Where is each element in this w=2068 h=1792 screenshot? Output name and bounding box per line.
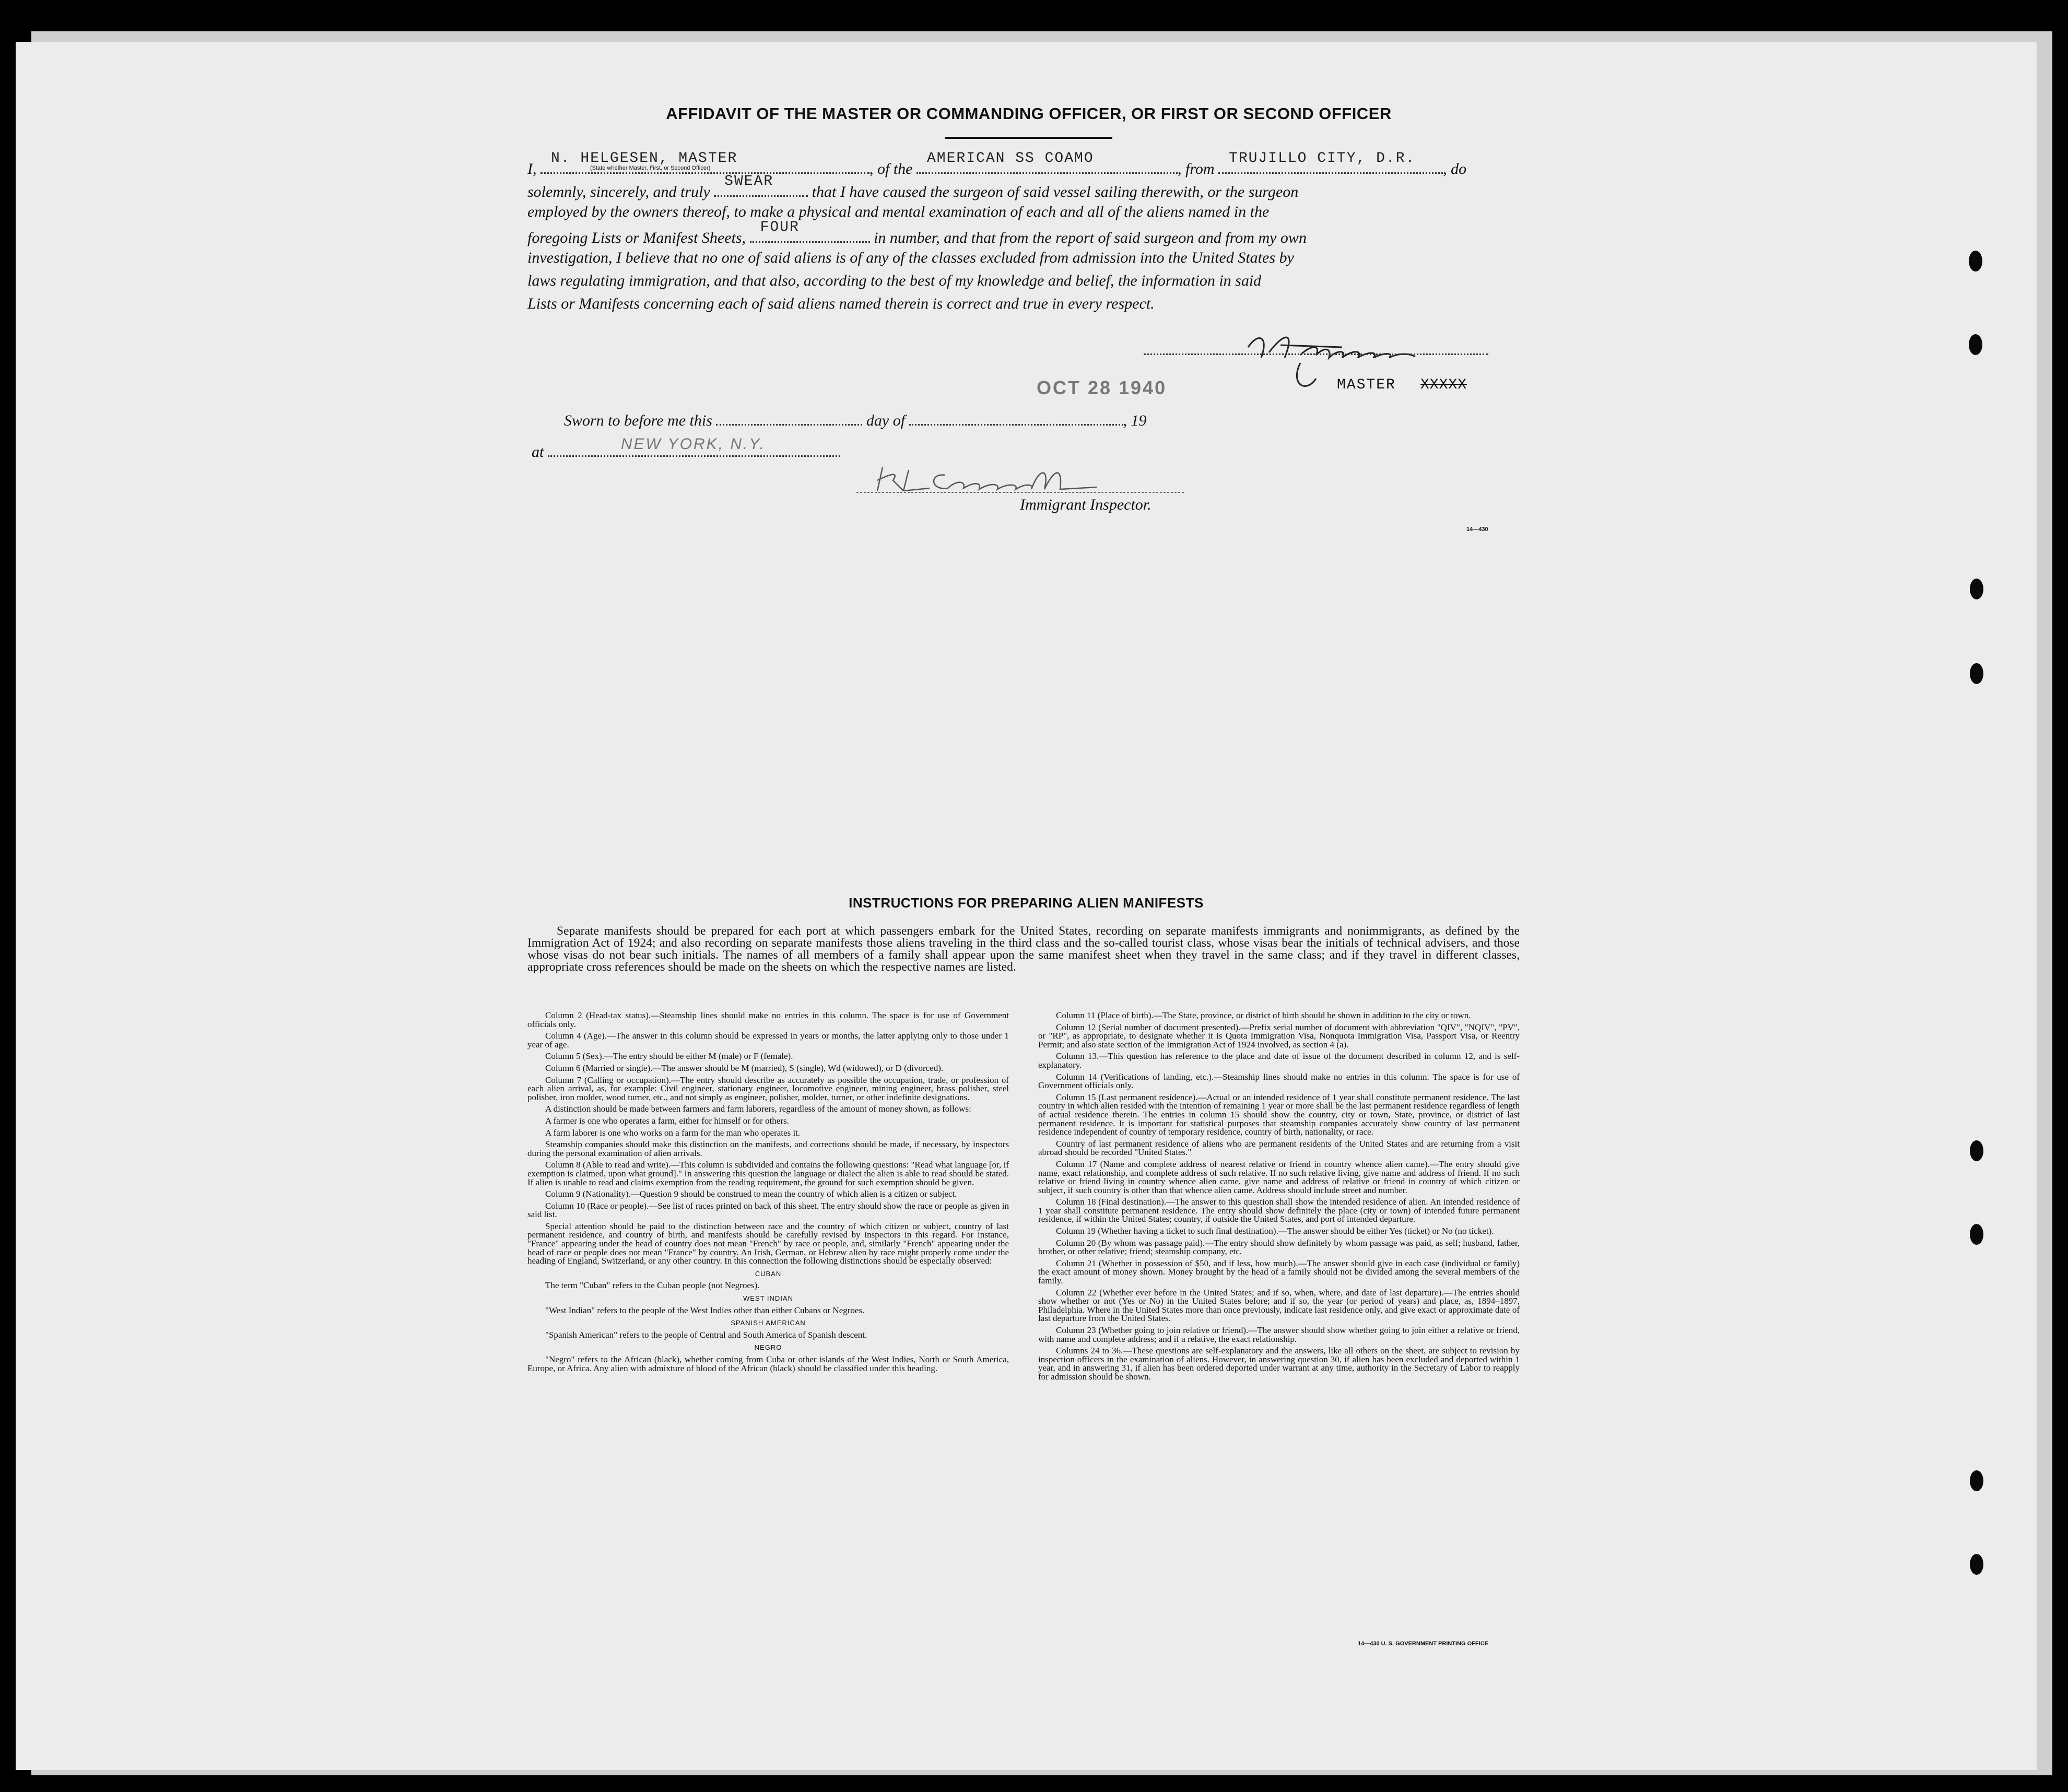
column-9-instruction: Column 9 (Nationality).—Question 9 should be construed to mean the country of which alien is a citizen or subject. (545, 1189, 957, 1199)
binder-hole (1970, 1224, 1983, 1245)
affidavit-line-7: Lists or Manifests concerning each of said aliens named therein is correct and true in every respect. (527, 295, 1155, 312)
columns-24-36-instruction: Columns 24 to 36.—These questions are self-explanatory and the answers, like all others on the sheet, are subject to revision by inspection officers in the examination of aliens. However, in answering question 30, if alien has been excluded and deported within 1 year, and in answering 31, if alien has been ordered deported under warrant at any time, authority in the Secretary of Labor to reapply for admission should be shown. (1038, 1346, 1520, 1382)
race-country-distinction: Special attention should be paid to the distinction between race and the country of which citizen or subject, country of last permanent residence, and country of birth, and manifests should be carefully revised by inspectors in this regard. For instance, "France" appearing under the head of country does not mean "French" by race or people, and, similarly "French" appearing under the head of race or people does not mean "France" by country. An Irish, German, or Hebrew alien by race might properly come under the heading of England, Switzerland, or any other country. In this connection the following distinctions should be especially observed: (527, 1221, 1009, 1266)
affidavit-line-1 (527, 150, 1467, 178)
year-prefix: , 19 (1123, 412, 1147, 429)
binder-hole (1970, 1140, 1983, 1161)
intro-text: Separate manifests should be prepared for each port at which passengers embark for the United States, recording on separate manifests immigrants and nonimmigrants, as defined by the Immigration Act of 1924; and also recording on separate manifests those aliens traveling in the third class and the so-called tourist class, whose visas bear the initials of technical advisers, and those whose visas do not bear such initials. The names of all members of a family shall appear upon the same manifest sheet when they travel in the same class; and if they travel in different classes, appropriate cross references should be made on the sheets on which the respective names are listed. (527, 924, 1520, 974)
negro-definition: "Negro" refers to the African (black), whether coming from Cuba or other islands of the West Indies, North or South America, Europe, or Africa. Any alien with admixture of blood of the African (black) should be classified under this heading. (527, 1354, 1009, 1373)
west-indian-heading: WEST INDIAN (743, 1294, 793, 1303)
struck-out-value: XXXXX (1420, 377, 1467, 393)
instructions-intro (527, 925, 1520, 973)
sworn-day-field[interactable] (716, 406, 862, 426)
text-surgeon: that I have caused the surgeon of said vessel sailing therewith, or the surgeon (812, 183, 1299, 201)
cuban-heading: CUBAN (755, 1269, 782, 1278)
column-8-instruction: Column 8 (Able to read and write).—This column is subdivided and contains the following questions: "Read what language [or, if exemption is claimed, upon what ground]." In answering this question the language or dialect the alien is able to read should be stated. If alien is unable to read and claims exemption from the reading requirement, the ground for such exemption should be given. (527, 1160, 1009, 1187)
printing-office-footer: 14—430 U. S. GOVERNMENT PRINTING OFFICE (1358, 1641, 1488, 1647)
instructions-right-column (1038, 1011, 1520, 1385)
spanish-american-heading: SPANISH AMERICAN (731, 1319, 806, 1327)
binder-hole (1970, 663, 1983, 684)
inspector-signature (825, 462, 1191, 499)
text-do: , do (1443, 160, 1467, 178)
text-solemnly: solemnly, sincerely, and truly (527, 183, 710, 201)
binder-hole (1970, 1554, 1983, 1575)
officer-name-value: N. HELGESEN, MASTER (551, 150, 738, 167)
inspector-label: Immigrant Inspector. (1020, 496, 1152, 513)
sheet-count-field[interactable] (750, 219, 870, 243)
column-18-instruction: Column 18 (Final destination).—The answer to this question shall show the intended residence of alien. An intended residence of 1 year shall constitute permanent residence. The entry should show definitely the place (city or town) of intended future permanent residence, if within the United States; country, if outside the United States, and port of intended departure. (1038, 1197, 1520, 1224)
day-of-label: day of (866, 412, 906, 429)
column-11-instruction: Column 11 (Place of birth).—The State, province, or district of birth should be shown in addition to the city or town. (1056, 1010, 1471, 1020)
affidavit-line-5: investigation, I believe that no one of said aliens is of any of the classes excluded from admission into the United States by (527, 249, 1294, 266)
affidavit-line-4 (527, 219, 1307, 246)
officer-rank-note: (State whether Master, First, or Second Officer) (590, 165, 711, 171)
title-rule (945, 137, 1112, 139)
west-indian-definition: "West Indian" refers to the people of the West Indies other than either Cubans or Negroes. (545, 1305, 865, 1315)
binder-hole (1970, 1470, 1983, 1491)
officer-name-field[interactable] (540, 150, 870, 174)
column-21-instruction: Column 21 (Whether in possession of $50, and if less, how much).—The answer should give in each case (individual or family) the exact amount of money shown. Money brought by the head of a family should not be divided among the several members of the family. (1038, 1258, 1520, 1286)
place-line (532, 435, 840, 461)
column-13-instruction: Column 13.—This question has reference to the place and date of issue of the document described in column 12, and is self-explanatory. (1038, 1051, 1520, 1070)
text-of-the: , of the (870, 160, 913, 178)
negro-heading: NEGRO (754, 1343, 782, 1352)
column-19-instruction: Column 19 (Whether having a ticket to such final destination).—The answer should be either Yes (ticket) or No (no ticket). (1056, 1226, 1494, 1236)
date-stamp: OCT 28 1940 (1037, 377, 1167, 398)
sworn-line (564, 406, 1147, 430)
sheet-count-value: FOUR (760, 219, 800, 235)
affidavit-line-6: laws regulating immigration, and that also, according to the best of my knowledge and belief, the information in said (527, 272, 1262, 289)
instructions-title: INSTRUCTIONS FOR PREPARING ALIEN MANIFESTS (849, 895, 1204, 911)
returning-residents-note: Country of last permanent residence of aliens who are permanent residents of the United States and are returning from a visit abroad should be recorded "United States." (1038, 1138, 1520, 1158)
text-in-number: in number, and that from the report of said surgeon and from my own (874, 229, 1307, 246)
vessel-value: AMERICAN SS COAMO (927, 150, 1094, 167)
at-label: at (532, 443, 544, 461)
instructions-left-column (527, 1011, 1009, 1376)
sworn-month-field[interactable] (909, 406, 1123, 426)
port-value: TRUJILLO CITY, D.R. (1229, 150, 1416, 167)
affidavit-line-3: employed by the owners thereof, to make a physical and mental examination of each and all of the aliens named in the (527, 203, 1270, 220)
column-14-instruction: Column 14 (Verifications of landing, etc.).—Steamship lines should make no entries in this column. The space is for use of Government officials only. (1038, 1071, 1520, 1091)
column-23-instruction: Column 23 (Whether going to join relative or friend).—The answer should show whether going to join either a relative or friend, with name and complete address; and if a relative, the exact relationship. (1038, 1325, 1520, 1344)
sworn-label: Sworn to before me this (564, 412, 712, 429)
form-number: 14—430 (1466, 526, 1488, 533)
text-i: I, (527, 160, 537, 178)
column-10-instruction: Column 10 (Race or people).—See list of races printed on back of this sheet. The entry should show the race or people as given in said list. (527, 1200, 1009, 1220)
binder-hole (1969, 334, 1982, 355)
column-7-instruction: Column 7 (Calling or occupation).—The entry should describe as accurately as possible the occupation, trade, or profession of each alien arrival, as, for example: Civil engineer, stationary engineer, locomotive engineer, mining engineer, brass polisher, steel polisher, iron molder, wood turner, etc., and not simply as engineer, polisher, molder, turner, or other indefinite designations. (527, 1075, 1009, 1102)
column-15-instruction: Column 15 (Last permanent residence).—Actual or an intended residence of 1 year shall constitute permanent residence. The last country in which alien resided with the intention of remaining 1 year or more shall be the last permanent residence regardless of length of actual residence therein. The entries in column 15 should show the country, city or town, State, province, or district of last permanent residence. It is important for statistical purposes that steamship companies accurately show country of last permanent residence independent of country of temporary residence, country of birth, nationality, or race. (1038, 1092, 1520, 1137)
oath-value: SWEAR (724, 173, 774, 190)
column-20-instruction: Column 20 (By whom was passage paid).—The entry should show definitely by whom passage was paid, as self; husband, father, brother, or other relative; friend; steamship company, etc. (1038, 1237, 1520, 1257)
column-4-instruction: Column 4 (Age).—The answer in this column should be expressed in years or months, the latter applying only to those under 1 year of age. (527, 1031, 1009, 1050)
column-5-instruction: Column 5 (Sex).—The entry should be either M (male) or F (female). (545, 1051, 793, 1062)
affidavit-line-2 (527, 173, 1299, 201)
spanish-american-definition: "Spanish American" refers to the people of Central and South America of Spanish descent. (545, 1329, 867, 1340)
port-field[interactable] (1218, 150, 1443, 174)
place-value: NEW YORK, N.Y. (620, 435, 766, 453)
column-17-instruction: Column 17 (Name and complete address of nearest relative or friend in country whence alien came).—The entry should give name, exact relationship, and complete address of such relative. If no such relative living, give name and address of friend. If no such relative or friend living in country whence alien came, give name and address of relative or friend in country of which citizen or subject, if such country is other than that whence alien came. Address should include street and number. (1038, 1159, 1520, 1195)
column-12-instruction: Column 12 (Serial number of document presented).—Prefix serial number of document with abbreviation "QIV", "NQIV", "PV", or "RP", as appropriate, to designate whether it is Quota Immigration Visa, Nonquota Immigration Visa, Passport Visa, or Reentry Permit; and also state section of the Immigration Act of 1924 involved, as section 4 (a). (1038, 1022, 1520, 1050)
binder-hole (1969, 251, 1982, 272)
vessel-field[interactable] (916, 150, 1178, 174)
signature-line (1144, 353, 1488, 356)
place-field[interactable] (548, 435, 840, 457)
farmer-distinction: A distinction should be made between farmers and farm laborers, regardless of the amount of money shown, as follows: (545, 1104, 971, 1114)
farm-laborer-definition: A farm laborer is one who works on a farm for the man who operates it. (545, 1127, 801, 1138)
farmer-definition: A farmer is one who operates a farm, either for himself or for others. (545, 1115, 789, 1126)
cuban-definition: The term "Cuban" refers to the Cuban people (not Negroes). (545, 1280, 760, 1291)
column-22-instruction: Column 22 (Whether ever before in the United States; and if so, when, where, and date of last departure).—The entries should show whether or not (Yes or No) in the United States before; and if so, the year (or period of years) and place, as, 1894–1897, Philadelphia. Where in the United States more than once previously, indicate last residence only, and give exact or approximate date of last departure from the United States. (1038, 1287, 1520, 1324)
steamship-corrections: Steamship companies should make this distinction on the manifests, and corrections should be made, if necessary, by inspectors during the personal examination of alien arrivals. (527, 1139, 1009, 1158)
column-6-instruction: Column 6 (Married or single).—The answer should be M (married), S (single), Wd (widowed), or D (divorced). (545, 1063, 944, 1073)
oath-field[interactable] (714, 173, 808, 197)
binder-hole (1970, 579, 1983, 599)
text-from: , from (1178, 160, 1215, 178)
master-title-value: MASTER (1337, 377, 1396, 393)
column-2-instruction: Column 2 (Head-tax status).—Steamship lines should make no entries in this column. The space is for use of Government officials only. (527, 1010, 1009, 1029)
text-foregoing: foregoing Lists or Manifest Sheets, (527, 229, 746, 246)
affidavit-title: AFFIDAVIT OF THE MASTER OR COMMANDING OFFICER, OR FIRST OR SECOND OFFICER (666, 104, 1392, 123)
